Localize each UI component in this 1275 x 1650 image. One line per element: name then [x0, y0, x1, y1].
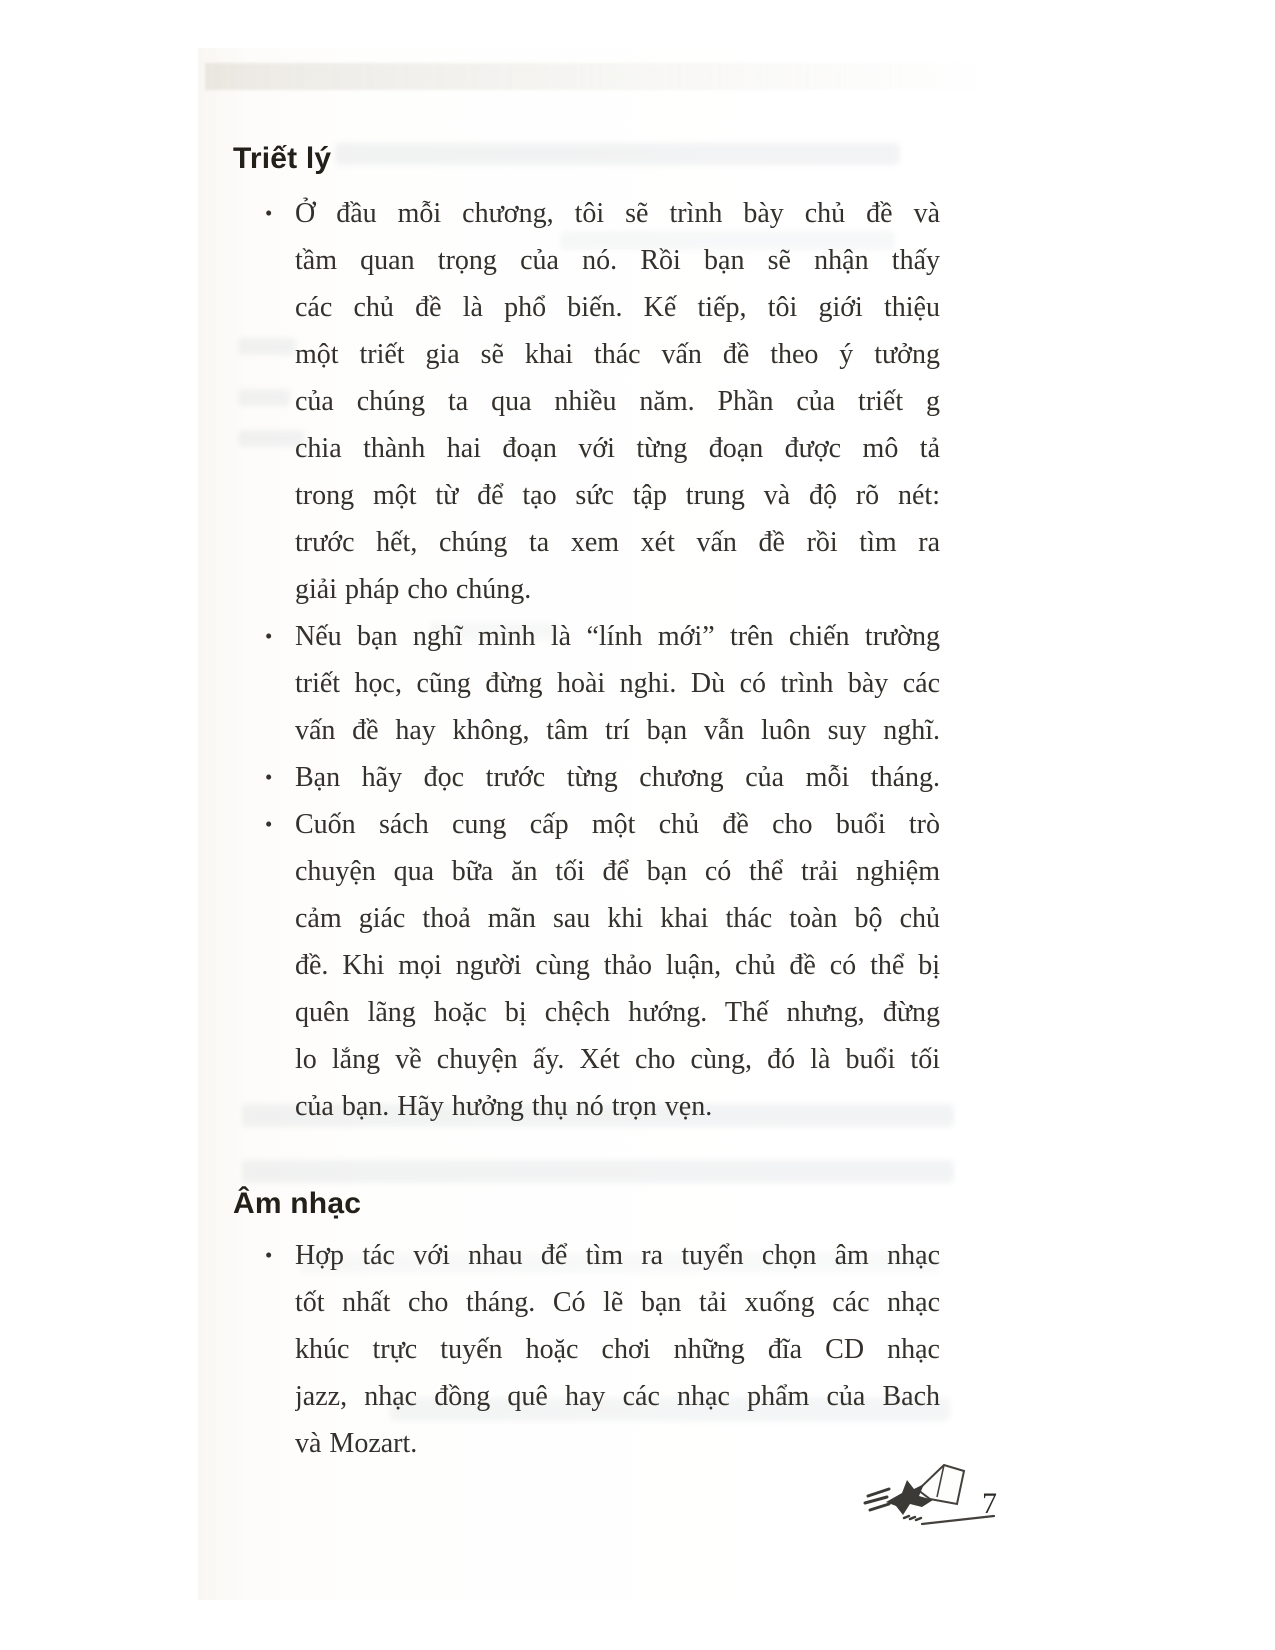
bullet-marker: •: [265, 624, 273, 648]
body-line: và Mozart.: [295, 1428, 418, 1459]
scan-edge-shadow: [205, 63, 1005, 90]
body-line: khúc trực tuyến hoặc chơi những đĩa CD nhạc: [295, 1334, 940, 1365]
section-heading-philosophy: Triết lý: [233, 142, 332, 175]
list-item: [233, 754, 940, 801]
body-line: Ở đầu mỗi chương, tôi sẽ trình bày chủ đề và: [295, 198, 940, 229]
body-line: đề. Khi mọi người cùng thảo luận, chủ đề có thể bị: [295, 950, 940, 981]
body-line: vấn đề hay không, tâm trí bạn vẫn luôn suy nghĩ.: [295, 715, 940, 746]
body-line: tốt nhất cho tháng. Có lẽ bạn tải xuống các nhạc: [295, 1287, 940, 1318]
list-item: [233, 801, 940, 1130]
body-line: của bạn. Hãy hưởng thụ nó trọn vẹn.: [295, 1091, 713, 1122]
body-line: chia thành hai đoạn với từng đoạn được mô tả: [295, 433, 940, 464]
page-number: 7: [982, 1487, 997, 1520]
list-item: [233, 190, 940, 613]
section-heading-music: Âm nhạc: [233, 1187, 362, 1220]
bullet-marker: •: [265, 1243, 273, 1267]
list-item: [233, 613, 940, 754]
body-line: cảm giác thoả mãn sau khi khai thác toàn bộ chủ: [295, 903, 940, 934]
body-line: chuyện qua bữa ăn tối để bạn có thể trải nghiệm: [295, 856, 940, 887]
body-line: jazz, nhạc đồng quê hay các nhạc phẩm của Bach: [295, 1381, 940, 1412]
body-line: Nếu bạn nghĩ mình là “lính mới” trên chiến trường: [295, 621, 940, 652]
body-line: Bạn hãy đọc trước từng chương của mỗi tháng.: [295, 762, 940, 793]
body-line: giải pháp cho chúng.: [295, 574, 532, 605]
body-line: một triết gia sẽ khai thác vấn đề theo ý tưởng: [295, 339, 940, 370]
body-line: trong một từ để tạo sức tập trung và độ rõ nét:: [295, 480, 940, 511]
body-line: triết học, cũng đừng hoài nghi. Dù có trình bày các: [295, 668, 940, 699]
body-line: trước hết, chúng ta xem xét vấn đề rồi tìm ra: [295, 527, 940, 558]
body-line: lo lắng về chuyện ấy. Xét cho cùng, đó là buổi tối: [295, 1044, 940, 1075]
text-column: [233, 138, 940, 1467]
bullet-marker: •: [265, 765, 273, 789]
flying-bird-net-sketch-icon: [858, 1458, 998, 1539]
body-line: Cuốn sách cung cấp một chủ đề cho buổi trò: [295, 809, 940, 840]
bullet-marker: •: [265, 812, 273, 836]
body-line: của chúng ta qua nhiều năm. Phần của triết g: [295, 386, 940, 417]
body-line: quên lãng hoặc bị chệch hướng. Thế nhưng, đừng: [295, 997, 940, 1028]
list-item: [233, 1232, 940, 1467]
body-line: Hợp tác với nhau để tìm ra tuyển chọn âm nhạc: [295, 1240, 940, 1271]
body-line: các chủ đề là phổ biến. Kế tiếp, tôi giới thiệu: [295, 292, 940, 323]
body-line: tầm quan trọng của nó. Rồi bạn sẽ nhận thấy: [295, 245, 940, 276]
bullet-marker: •: [265, 201, 273, 225]
